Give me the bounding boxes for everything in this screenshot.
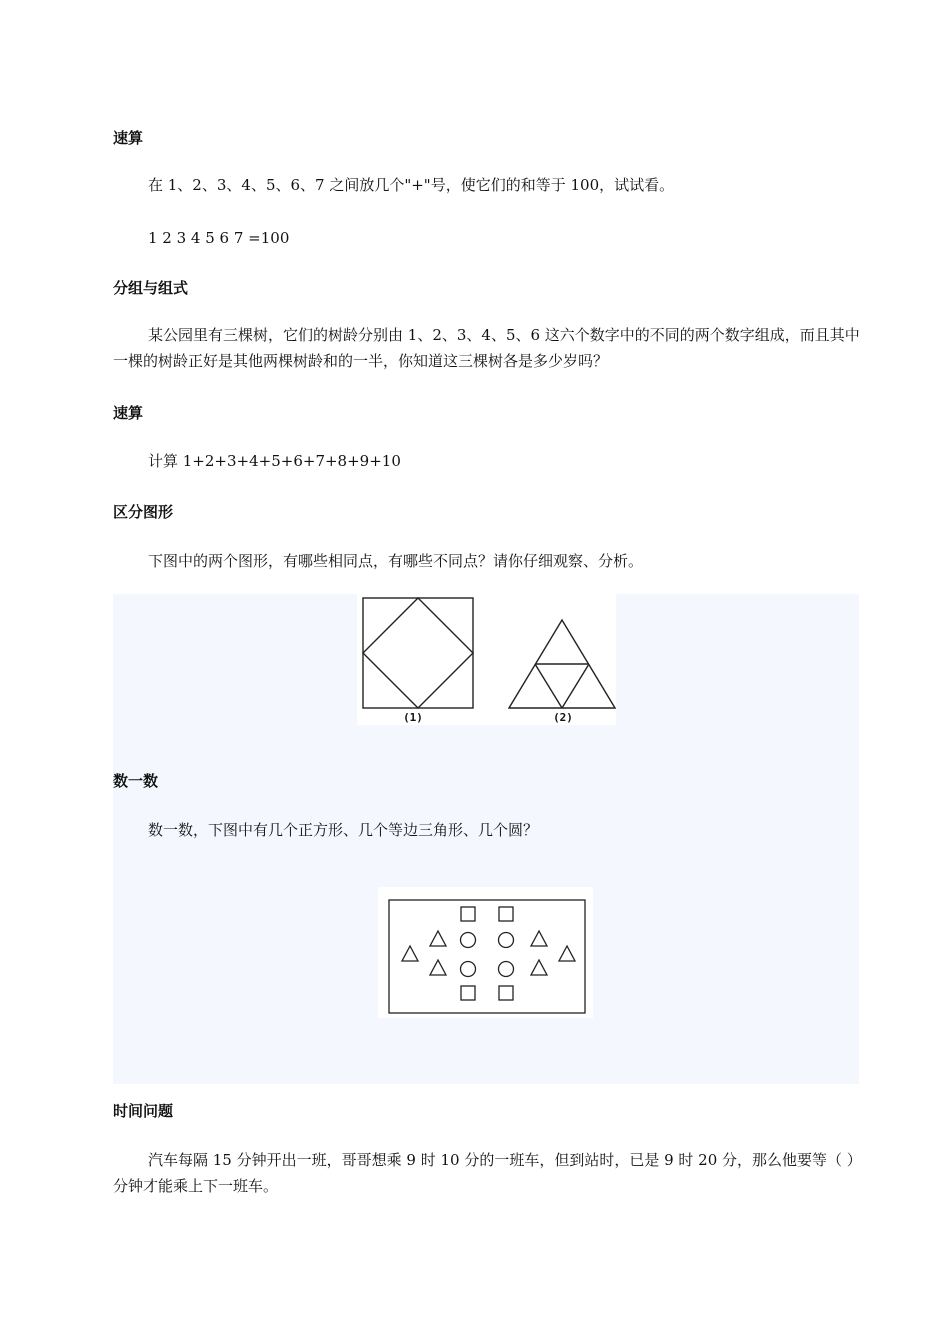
section-title-distinguish-shapes: 区分图形 — [113, 503, 174, 521]
section-title-quick-calc-2: 速算 — [113, 404, 144, 422]
section-paragraph: 汽车每隔 15 分钟开出一班，哥哥想乘 9 时 10 分的一班车，但到站时，已是 9 时 20 分，那么他要等（ ）分钟才能乘上下一班车。 — [113, 1151, 855, 1195]
figure-two-shapes — [357, 594, 616, 725]
section-title-time-problem: 时间问题 — [113, 1102, 174, 1120]
section-title-grouping: 分组与组式 — [113, 279, 189, 297]
svg-text:(2): (2) — [553, 711, 573, 724]
section-title-count: 数一数 — [113, 772, 159, 790]
section-paragraph: 计算 1+2+3+4+5+6+7+8+9+10 — [148, 452, 401, 470]
section-title-quick-calc-1: 速算 — [113, 129, 144, 147]
count-shapes-diagram — [378, 887, 593, 1018]
section-paragraph: 在 1、2、3、4、5、6、7 之间放几个"+"号，使它们的和等于 100，试试看。 — [148, 176, 675, 194]
svg-text:(1): (1) — [403, 711, 423, 724]
section-paragraph: 某公园里有三棵树，它们的树龄分别由 1、2、3、4、5、6 这六个数字中的不同的两个数字组成，而且其中一棵的树龄正好是其他两棵树龄和的一半，你知道这三棵树各是多少岁吗？ — [113, 326, 860, 370]
figure-count-shapes — [378, 887, 593, 1018]
two-shapes-diagram — [357, 594, 616, 725]
section-paragraph: 数一数，下图中有几个正方形、几个等边三角形、几个圆？ — [148, 821, 539, 839]
section-paragraph: 下图中的两个图形，有哪些相同点，有哪些不同点？请你仔细观察、分析。 — [148, 552, 644, 570]
section-paragraph: 1 2 3 4 5 6 7 =100 — [148, 229, 290, 247]
